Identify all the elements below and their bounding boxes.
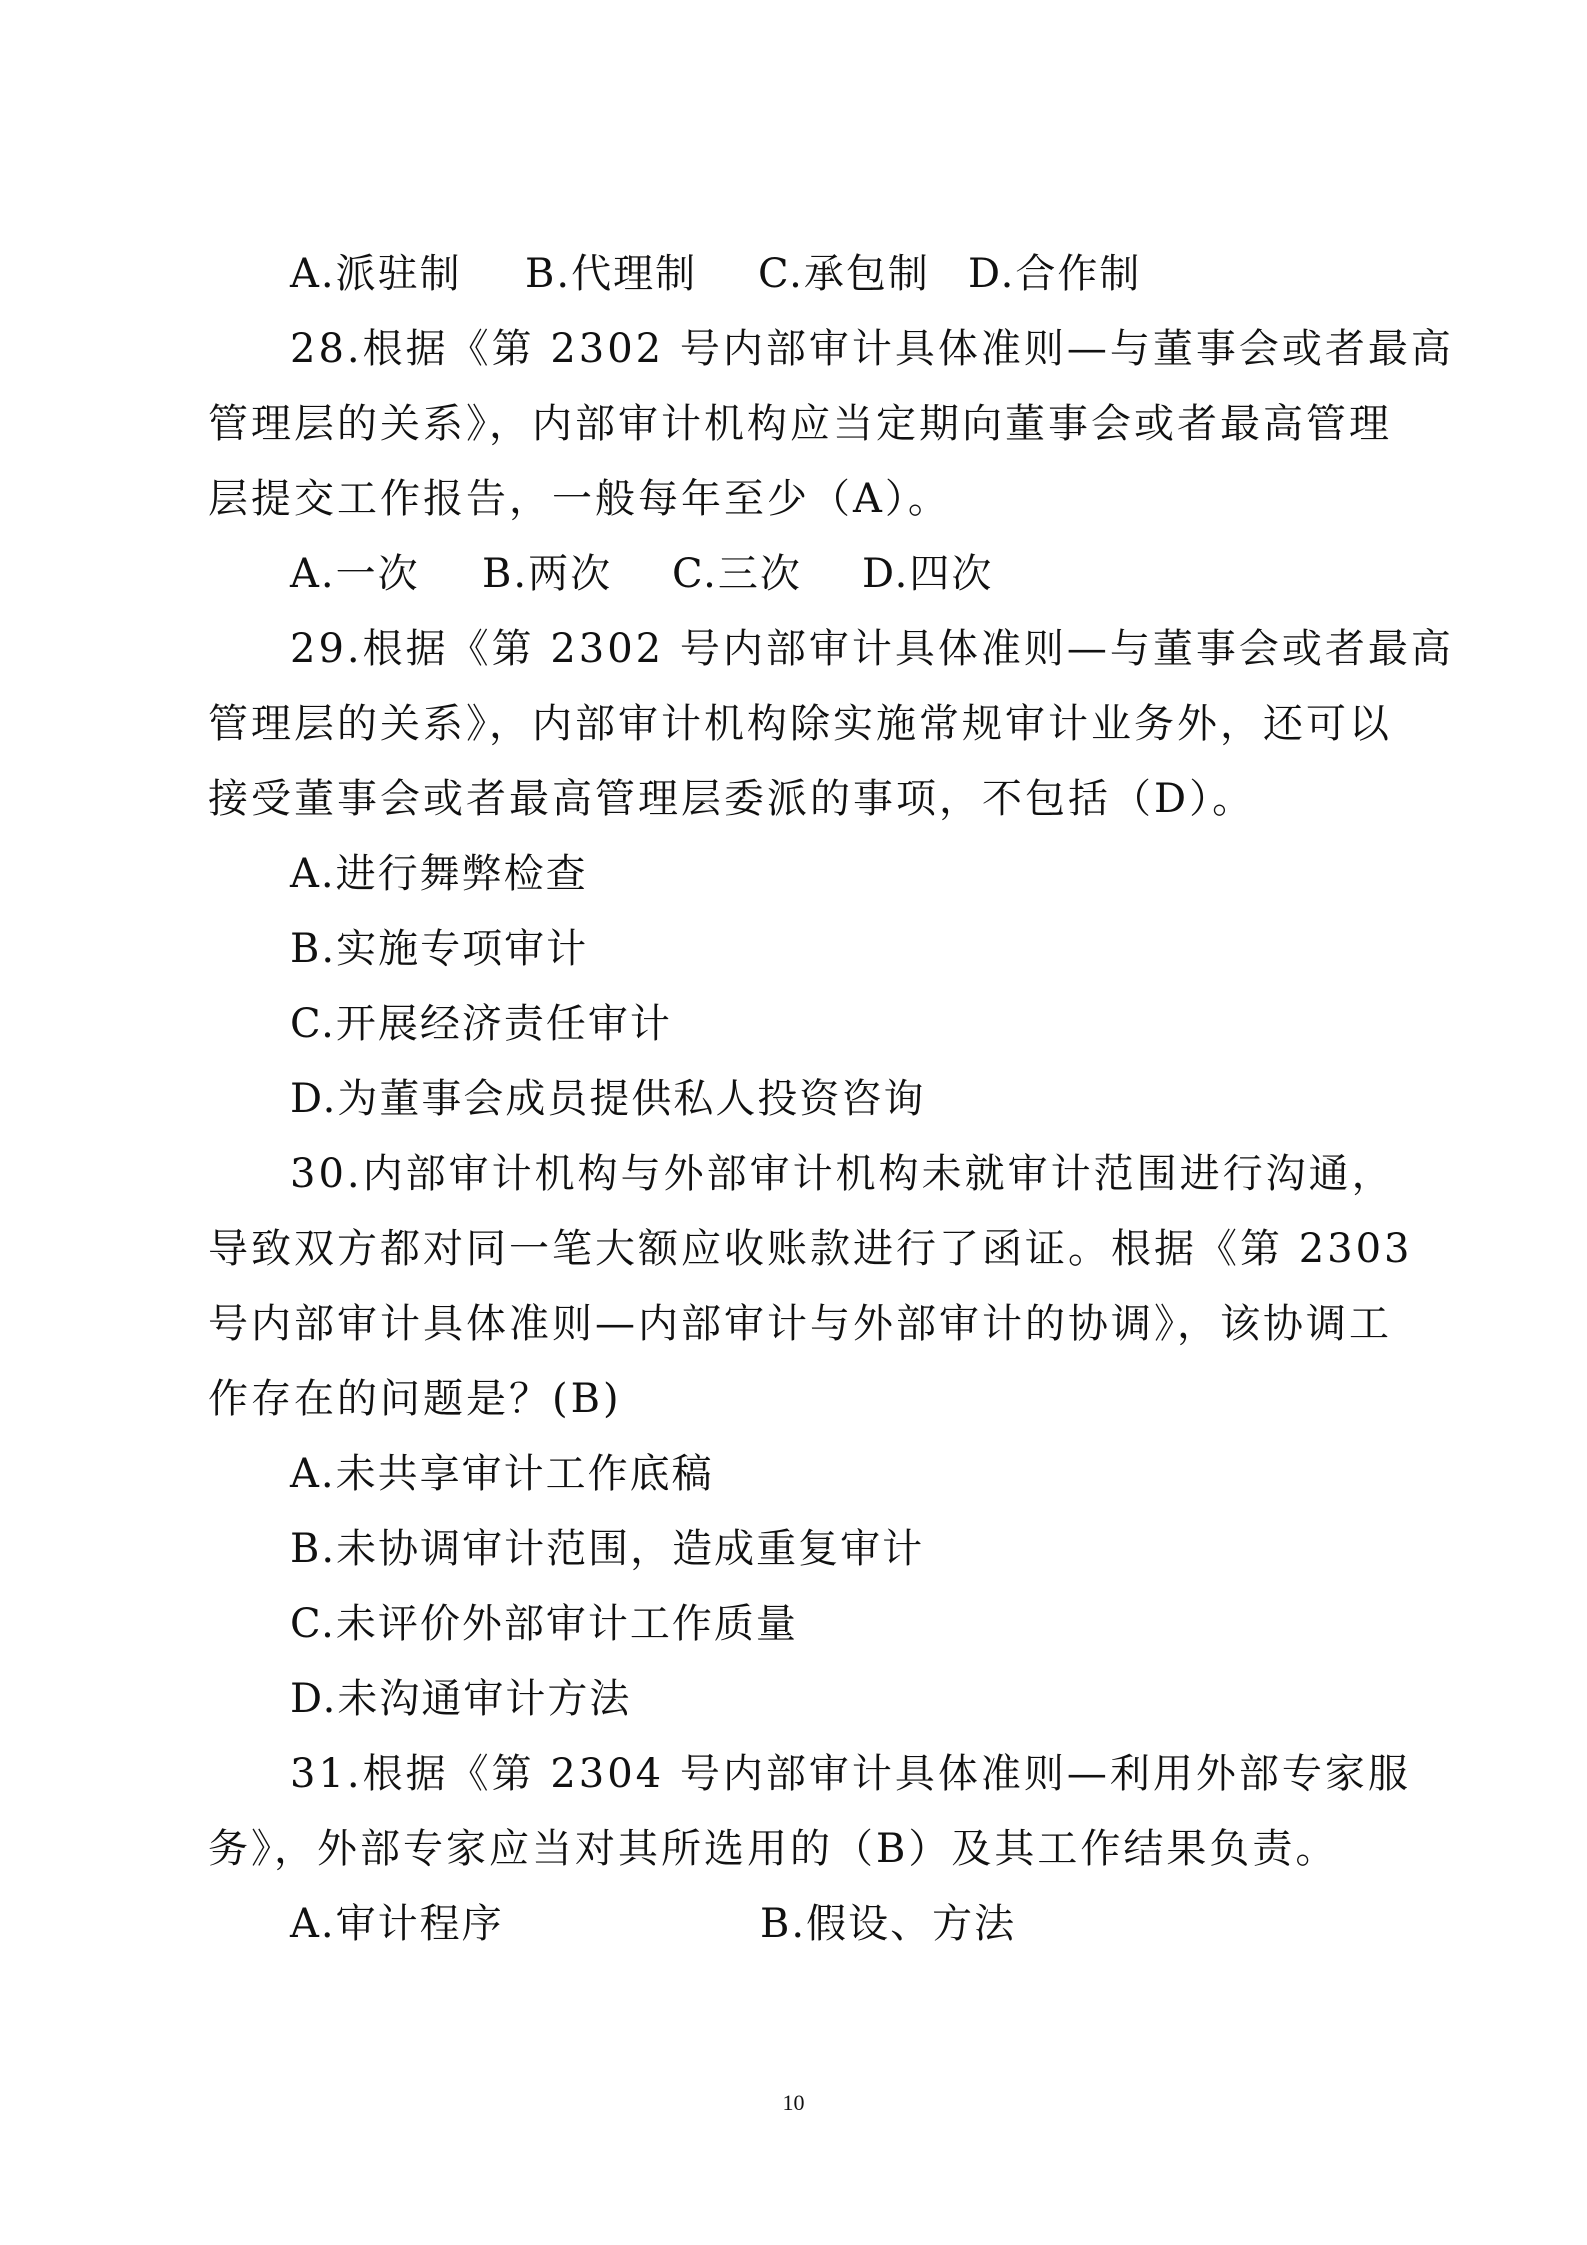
q30-text-line-1: 30.内部审计机构与外部审计机构未就审计范围进行沟通， [290, 1151, 1395, 1197]
q29-option-c: C.开展经济责任审计 [290, 1001, 672, 1047]
q31-text-line-1: 31.根据《第 2304 号内部审计具体准则—利用外部专家服 [290, 1751, 1411, 1797]
q30-option-b: B.未协调审计范围，造成重复审计 [290, 1526, 925, 1572]
q28-option-c: C.三次 [672, 551, 802, 597]
q29-option-b: B.实施专项审计 [290, 926, 589, 972]
q29-option-a: A.进行舞弊检查 [290, 851, 588, 897]
q31-option-a: A.审计程序 [290, 1901, 504, 1947]
q28-option-d: D.四次 [862, 551, 994, 597]
q30-text-line-2: 导致双方都对同一笔大额应收账款进行了函证。根据《第 2303 [208, 1226, 1413, 1272]
q27-option-c: C.承包制 [758, 251, 930, 297]
q28-text-line-2: 管理层的关系》，内部审计机构应当定期向董事会或者最高管理 [208, 401, 1392, 447]
q29-option-d: D.为董事会成员提供私人投资咨询 [290, 1076, 926, 1122]
q28-option-b: B.两次 [482, 551, 613, 597]
page-number: 10 [782, 2090, 805, 2115]
q31-text-line-2: 务》，外部专家应当对其所选用的（B）及其工作结果负责。 [208, 1826, 1339, 1872]
q27-option-b: B.代理制 [525, 251, 698, 297]
q27-option-a: A.派驻制 [290, 251, 462, 297]
q29-text-line-2: 管理层的关系》，内部审计机构除实施常规审计业务外，还可以 [208, 701, 1392, 747]
q29-text-line-3: 接受董事会或者最高管理层委派的事项，不包括（D）。 [208, 776, 1256, 822]
q30-option-a: A.未共享审计工作底稿 [290, 1451, 714, 1497]
q28-text-line-1: 28.根据《第 2302 号内部审计具体准则—与董事会或者最高 [290, 326, 1454, 372]
q30-option-d: D.未沟通审计方法 [290, 1676, 632, 1722]
q29-text-line-1: 29.根据《第 2302 号内部审计具体准则—与董事会或者最高 [290, 626, 1454, 672]
q31-option-b: B.假设、方法 [760, 1901, 1017, 1947]
q30-text-line-4: 作存在的问题是？(B) [208, 1376, 622, 1422]
q30-text-line-3: 号内部审计具体准则—内部审计与外部审计的协调》，该协调工 [208, 1301, 1392, 1347]
q28-text-line-3: 层提交工作报告，一般每年至少（A）。 [208, 476, 951, 522]
q30-option-c: C.未评价外部审计工作质量 [290, 1601, 798, 1647]
q27-option-d: D.合作制 [968, 251, 1142, 297]
q28-option-a: A.一次 [290, 551, 420, 597]
